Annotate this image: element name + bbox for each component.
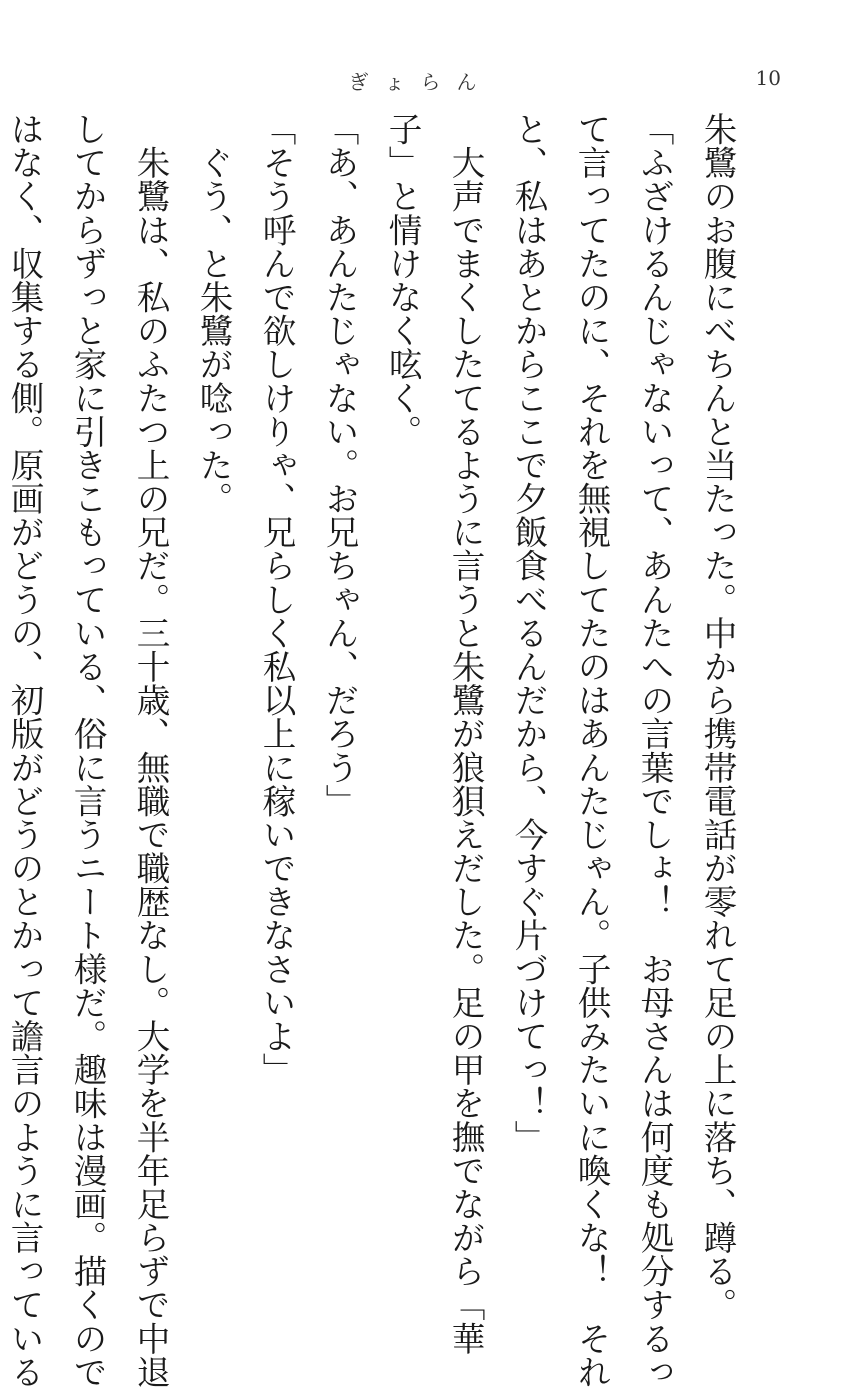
text-line: してからずっと家に引きこもっている、俗に言うニート様だ。趣味は漫画。描くので: [68, 112, 107, 1388]
text-line: 朱鷺は、私のふたつ上の兄だ。三十歳、無職で職歴なし。大学を半年足らずで中退: [131, 112, 170, 1388]
text-line: 朱鷺のお腹にべちんと当たった。中から携帯電話が零れて足の上に落ち、蹲る。: [698, 112, 737, 1322]
text-line: 「そう呼んで欲しけりゃ、兄らしく私以上に稼いできなさいよ」: [257, 112, 296, 1087]
text-line: 「あ、あんたじゃない。お兄ちゃん、だろう」: [320, 112, 359, 818]
text-line: はなく、収集する側。原画がどうの、初版がどうのとかって譫言のように言っている: [5, 112, 44, 1388]
text-line: 「ふざけるんじゃないって、あんたへの言葉でしょ！ お母さんは何度も処分するっ: [635, 112, 674, 1388]
text-line: て言ってたのに、それを無視してたのはあんたじゃん。子供みたいに喚くな！ それ: [572, 112, 611, 1388]
novel-body-text: [5, 112, 749, 1388]
text-line: ぐう、と朱鷺が唸った。: [194, 112, 233, 516]
text-line: 大声でまくしたてるように言うと朱鷺が狼狽えだした。足の甲を撫でながら「華: [446, 112, 485, 1355]
page-number: 10: [755, 66, 781, 90]
running-title: ぎょらん: [348, 70, 493, 94]
text-line: と、私はあとからここで夕飯食べるんだから、今すぐ片づけてっ！」: [509, 112, 548, 1154]
text-line: 子」と情けなく呟く。: [383, 112, 422, 448]
